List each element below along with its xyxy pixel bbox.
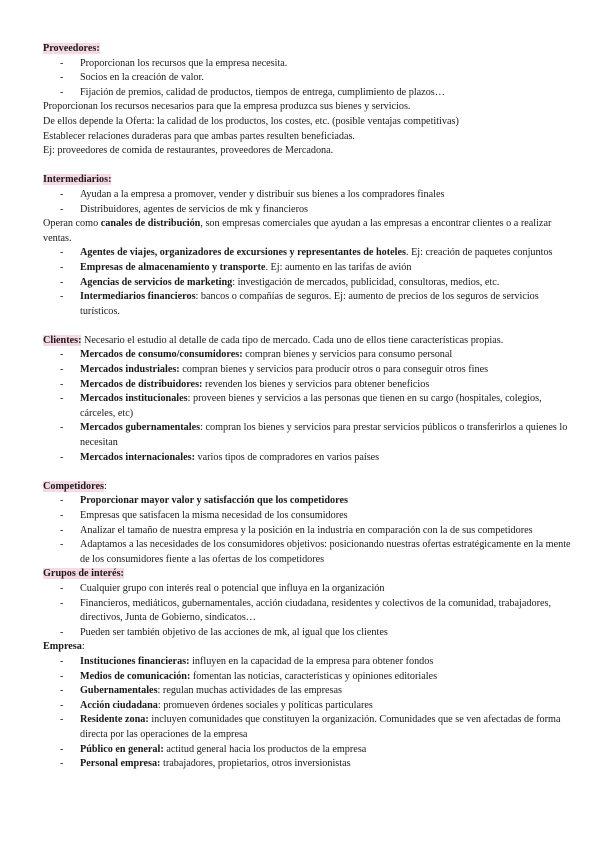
paragraph: Operan como canales de distribución, son empresas comerciales que ayudan a las empresas a encontrar clientes o a realizar ventas. xyxy=(43,218,552,244)
empresa-heading: Empresa xyxy=(43,641,82,653)
list-item: - Residente zona: incluyen comunidades que constituyen la organización. Comunidades que se ven afectadas de forma directa por las operaciones de la empresa xyxy=(60,714,561,740)
list-item: - Financieros, mediáticos, gubernamentales, acción ciudadana, residentes y colectivos de la comunidad, trabajadores, directivos, Junta de Gobierno, sindicatos… xyxy=(60,597,551,624)
document-page: Proveedores: - Proporcionan los recursos que la empresa necesita. - Socios en la creación de valor. - Fijación de premios, calidad de productos, tiempos de entrega, cumplimiento de plazos… Proporcionan los recursos necesarios para que la empresa produzca sus bienes y servicios. De ellos depende la Oferta: la calidad de los productos, los costes, etc. (posible ventajas competitivas) Establecer relaciones duraderas para que ambas partes resulten beneficiadas. Ej: proveedores de comida de restaurantes, proveedores de Mercadona. Intermediarios: - Ayudan a la empresa a promover, vender y distribuir sus bienes a los compradores finales - Distribuidores, agentes de servicios de mk y financieros Operan como canales de distribución, son empresas comerciales que ayudan a las empresas a encontrar clientes o a realizar ventas. - Agentes de viajes, organizadores de excursiones y representantes de hoteles. Ej: creación de paquetes conjuntos - Empresas de almacenamiento y transporte. Ej: aumento en las tarifas de avión - Agencias de servicios de marketing: investigación de mercados, publicidad, consultoras, medios, etc. - Intermediarios financieros: bancos o compañías de seguros. Ej: aumento de precios de los seguros de servicios turísticos. Clientes: Necesario el estudio al detalle de cada tipo de mercado. Cada uno de ellos tiene características propias. - Mercados de consumo/consumidores: compran bienes y servicios para consumo personal - Mercados industriales: compran bienes y servicios para producir otros o para conseguir otros fines - Mercados de distribuidores: revenden los bienes y servicios para obtener beneficios - Mercados institucionales: proveen bienes y servicios a las personas que tienen en su cargo (hospitales, colegios, cárceles, etc) - Mercados gubernamentales: compran los bienes y servicios para prestar servicios públicos o transferirlos a quienes lo necesitan - Mercados internacionales: varios tipos de compradores en varios países Competidores: - Proporcionar mayor valor y satisfacción que los competidores - Empresas que satisfacen la misma necesidad de los consumidores - Analizar el tamaño de nuestra empresa y la posición en la industria en comparación con la de sus competidores - Adaptamos a las necesidades de los consumidores objetivos: posicionando nuestras ofertas estratégicamente en la mente de los consumidores fiente a las ofertas de los competidores Grupos de interés: - Cualquier grupo con interés real o potencial que influya en la organización - Financieros, mediáticos, gubernamentales, acción ciudadana, residentes y colectivos de la comunidad, trabajadores, directivos, Junta de Gobierno, sindicatos… - Pueden ser también objetivo de las acciones de mk, al igual que los clientes Empresa: - Instituciones financieras: influyen en la capacidad de la empresa para obtener fondos - Medios de comunicación: fomentan las noticias, características y opiniones editoriales - Gubernamentales: regulan muchas actividades de las empresas - Acción ciudadana: promueven órdenes sociales y políticas particulares - Residente zona: incluyen comunidades que constituyen la organización. Comunidades que se ven afectadas de forma directa por las operaciones de la empresa - Público en general: actitud general hacia los productos de la empresa - Personal empresa: trabajadores, propietarios, otros inversionistas xyxy=(43,42,573,772)
list-item: - Mercados internacionales: varios tipos de compradores en varios países xyxy=(60,451,380,463)
list-item: - Personal empresa: trabajadores, propietarios, otros inversionistas xyxy=(60,758,351,770)
list-item: - Pueden ser también objetivo de las acciones de mk, al igual que los clientes xyxy=(60,626,388,638)
competidores-heading: Competidores xyxy=(43,480,104,492)
list-item: - Instituciones financieras: influyen en la capacidad de la empresa para obtener fondos xyxy=(60,655,434,667)
paragraph: Establecer relaciones duraderas para que ambas partes resulten beneficiadas. xyxy=(43,130,355,142)
list-item: - Proporcionan los recursos que la empresa necesita. xyxy=(60,57,288,69)
list-item: - Fijación de premios, calidad de productos, tiempos de entrega, cumplimiento de plazos… xyxy=(60,86,445,98)
list-item: - Empresas que satisfacen la misma necesidad de los consumidores xyxy=(60,510,348,521)
paragraph: Clientes: Necesario el estudio al detalle de cada tipo de mercado. Cada uno de ellos tiene características propias. xyxy=(43,334,504,346)
list-item: - Ayudan a la empresa a promover, vender y distribuir sus bienes a los compradores finales xyxy=(60,188,445,200)
grupos-heading: Grupos de interés: xyxy=(43,568,124,580)
intermediarios-heading: Intermediarios: xyxy=(43,174,112,186)
list-item: - Mercados gubernamentales: compran los bienes y servicios para prestar servicios públicos o transferirlos a quienes lo necesitan xyxy=(60,422,568,449)
list-item: - Adaptamos a las necesidades de los consumidores objetivos: posicionando nuestras ofertas estratégicamente en la mente de los consumidores fiente a las ofertas de los competidores xyxy=(60,539,571,565)
list-item: - Público en general: actitud general hacia los productos de la empresa xyxy=(60,743,367,755)
list-item: - Mercados institucionales: proveen bienes y servicios a las personas que tienen en su cargo (hospitales, colegios, cárceles, etc) xyxy=(60,393,542,419)
list-item: - Mercados de distribuidores: revenden los bienes y servicios para obtener beneficios xyxy=(60,378,430,390)
list-item: - Empresas de almacenamiento y transporte. Ej: aumento en las tarifas de avión xyxy=(60,261,412,273)
list-item: - Analizar el tamaño de nuestra empresa y la posición en la industria en comparación con la de sus competidores xyxy=(60,524,533,536)
paragraph: De ellos depende la Oferta: la calidad de los productos, los costes, etc. (posible ventajas competitivas) xyxy=(43,115,459,127)
paragraph: Proporcionan los recursos necesarios para que la empresa produzca sus bienes y servicios. xyxy=(43,101,411,113)
list-item: - Intermediarios financieros: bancos o compañías de seguros. Ej: aumento de precios de los seguros de servicios turísticos. xyxy=(60,291,539,317)
list-item: - Medios de comunicación: fomentan las noticias, características y opiniones editoriales xyxy=(60,670,438,682)
paragraph: Ej: proveedores de comida de restaurantes, proveedores de Mercadona. xyxy=(43,145,334,157)
list-item: - Socios en la creación de valor. xyxy=(60,72,204,84)
list-item: - Mercados industriales: compran bienes y servicios para producir otros o para conseguir otros fines xyxy=(60,364,489,376)
list-item: - Agencias de servicios de marketing: investigación de mercados, publicidad, consultoras, medios, etc. xyxy=(60,276,500,288)
clientes-heading: Clientes: xyxy=(43,334,82,346)
list-item: - Distribuidores, agentes de servicios de mk y financieros xyxy=(60,203,309,215)
proveedores-heading: Proveedores: xyxy=(43,43,100,54)
list-item: - Acción ciudadana: promueven órdenes sociales y políticas particulares xyxy=(60,699,373,711)
list-item: - Mercados de consumo/consumidores: compran bienes y servicios para consumo personal xyxy=(60,349,453,361)
list-item: - Gubernamentales: regulan muchas actividades de las empresas xyxy=(60,685,342,697)
list-item: - Agentes de viajes, organizadores de excursiones y representantes de hoteles. Ej: creación de paquetes conjuntos xyxy=(60,247,553,259)
list-item: - Proporcionar mayor valor y satisfacción que los competidores xyxy=(60,495,348,507)
list-item: - Cualquier grupo con interés real o potencial que influya en la organización xyxy=(60,582,385,594)
